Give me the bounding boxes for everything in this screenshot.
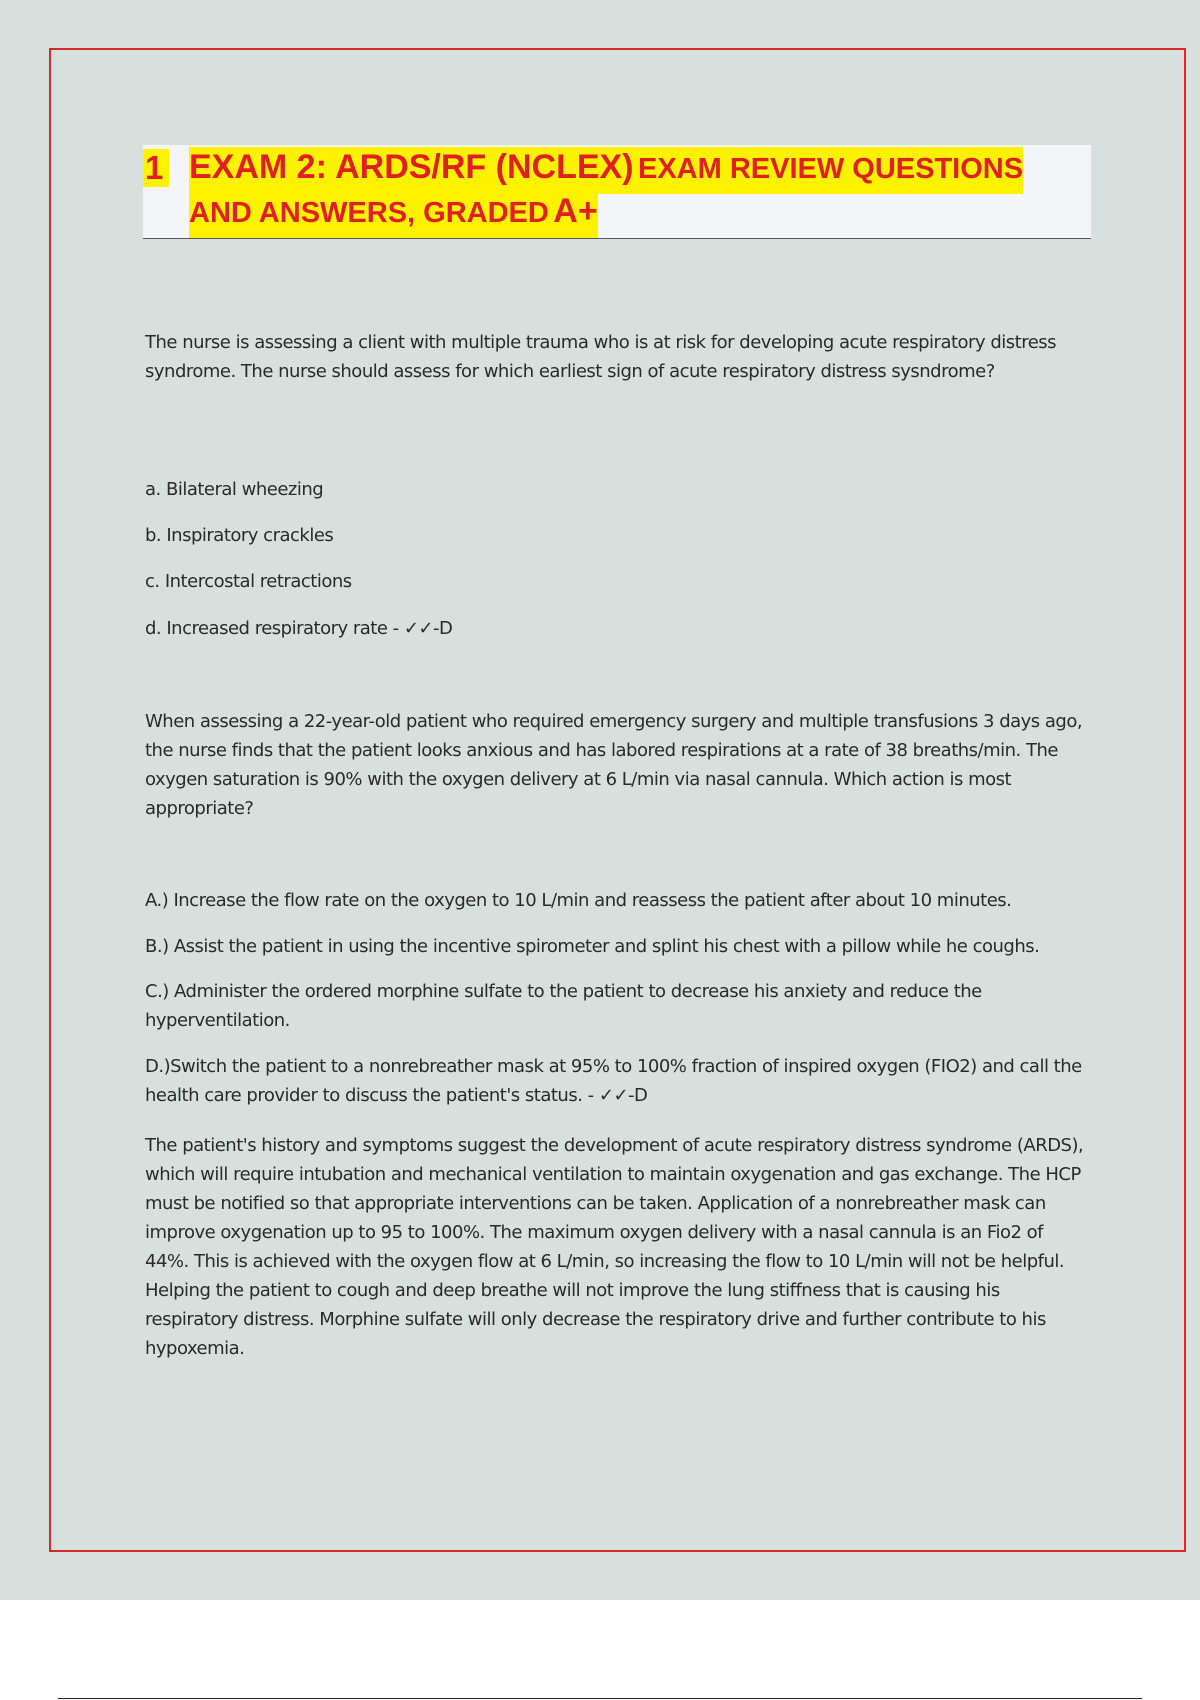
- q2-option-d: D.)Switch the patient to a nonrebreather mask at 95% to 100% fraction of inspired oxygen (FIO2) and call the health care provider to discuss the patient's status. - ✓✓-D: [145, 1056, 1082, 1106]
- title-grade: A+: [553, 192, 598, 230]
- title-subtitle-1: EXAM REVIEW QUESTIONS: [637, 153, 1024, 185]
- q1-option-d: d. Increased respiratory rate - ✓✓-D: [145, 618, 453, 639]
- title-number: 1: [143, 149, 169, 187]
- question-1-text: The nurse is assessing a client with multiple trauma who is at risk for developing acute respiratory distress syndrome. The nurse should assess for which earliest sign of acute respiratory distress sysndrome?: [145, 332, 1057, 382]
- q1-option-a: a. Bilateral wheezing: [145, 479, 324, 500]
- q1-option-c: c. Intercostal retractions: [145, 571, 352, 592]
- question-2-text: When assessing a 22-year-old patient who required emergency surgery and multiple transfusions 3 days ago, the nurse finds that the patient looks anxious and has labored respirations at a rate of 38 breaths/min. The oxygen saturation is 90% with the oxygen delivery at 6 L/min via nasal cannula. Which action is most appropriate?: [145, 711, 1083, 819]
- title-line-1: [189, 147, 1023, 194]
- title-line-2: [189, 191, 598, 238]
- document-title: [143, 145, 1091, 239]
- q2-rationale: The patient's history and symptoms suggest the development of acute respiratory distress syndrome (ARDS), which will require intubation and mechanical ventilation to maintain oxygenation and gas exchange. The HCP must be notified so that appropriate interventions can be taken. Application of a nonrebreather mask can improve oxygenation up to 95 to 100%. The maximum oxygen delivery with a nasal cannula is an Fio2 of 44%. This is achieved with the oxygen flow at 6 L/min, so increasing the flow to 10 L/min will not be helpful. Helping the patient to cough and deep breathe will not improve the lung stiffness that is causing his respiratory distress. Morphine sulfate will only decrease the respiratory drive and further contribute to his hypoxemia.: [145, 1135, 1084, 1359]
- q2-option-a: A.) Increase the flow rate on the oxygen to 10 L/min and reassess the patient after about 10 minutes.: [145, 890, 1012, 911]
- title-exam-name: EXAM 2: ARDS/RF (NCLEX): [189, 148, 634, 186]
- title-subtitle-2: AND ANSWERS, GRADED: [189, 197, 549, 229]
- footer-rule: [58, 1698, 1142, 1699]
- q2-option-c: C.) Administer the ordered morphine sulfate to the patient to decrease his anxiety and reduce the hyperventilation.: [145, 981, 982, 1031]
- q2-option-b: B.) Assist the patient in using the incentive spirometer and splint his chest with a pillow while he coughs.: [145, 936, 1040, 957]
- q1-option-b: b. Inspiratory crackles: [145, 525, 334, 546]
